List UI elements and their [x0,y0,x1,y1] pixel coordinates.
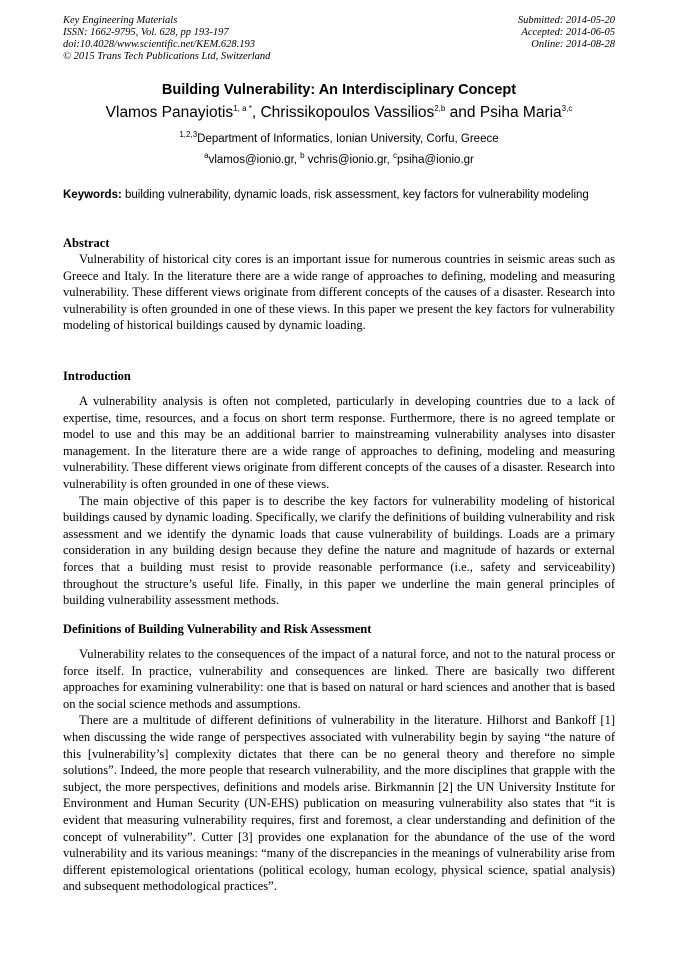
affiliation-text: Department of Informatics, Ionian University, Corfu, Greece [197,133,499,145]
author-name: Vlamos Panayiotis [105,104,234,121]
paragraph: There are a multitude of different definitions of vulnerability in the literature. Hilhorst and Bankoff [1] when discussing the wide range of perspectives associated with vulnerability begin by saying “the nature of this [vulnerability’s] complexity dictates that there can be no general theory and therefore no simple solutions”. Indeed, the more people that research vulnerability, and the more disciplines that grapple with the subject, the more perspectives, definitions and models arise. Birkmannin [2] the UN University Institute for Environment and Human Security (UN-EHS) publication on measuring vulnerability also states that “it is evident that measuring vulnerability requires, first and foremost, a clear understanding and definition of the concept of vulnerability”. Cutter [3] provides one explanation for the abundance of the use of the word vulnerability and its various meanings: “many of the discrepancies in the meanings of vulnerability arise from different epistemological orientations (political ecology, human ecology, physical science, spatial analysis) and subsequent methodological practices”. [63,713,615,894]
email-superscript: c [392,151,397,161]
paragraph: Vulnerability of historical city cores is an important issue for numerous countries in seismic areas such as Greece and Italy. In the literature there are a wide range of approaches to defining, modeling and measuring vulnerability. These different views originate from different concepts of the causes of a disaster. Research into vulnerability is often grounded in one of these views. In this paper we present the key factors for vulnerability modeling of historical buildings caused by dynamic loading. [63,252,615,333]
email-superscript: b [300,151,305,161]
keywords-label: Keywords: [63,189,122,201]
journal-name: Key Engineering Materials [63,15,178,26]
keywords-text: building vulnerability, dynamic loads, risk assessment, key factors for vulnerability modeling [121,189,589,201]
copyright-line: © 2015 Trans Tech Publications Ltd, Switzerland [63,51,271,62]
keywords [63,188,615,203]
author-superscript: 3,c [561,103,573,113]
author-list [40,103,638,123]
paper-title: Building Vulnerability: An Interdisciplinary Concept [161,82,517,98]
affiliation-superscript: 1,2,3 [179,130,198,140]
section-heading: Abstract [63,236,110,250]
definitions-section [63,621,615,895]
online-date: Online: 2014-08-28 [531,39,615,50]
issn-line: ISSN: 1662-9795, Vol. 628, pp 193-197 [63,27,229,38]
author-separator: , [251,104,261,121]
author-name: Chrissikopoulos Vassilios [260,104,435,121]
submitted-date: Submitted: 2014-05-20 [517,15,615,26]
paragraph: A vulnerability analysis is often not completed, particularly in developing countries due to a lack of expertise, time, resources, and a focus on short term response. Furthermore, there is no agreed template or model to use and this may be an additional barrier to mainstreaming vulnerability analyses into disaster management. In the literature there are a wide range of approaches to defining, modeling and measuring vulnerability. These different views originate from different concepts of the causes of a disaster. Research into vulnerability is often grounded in one of these views. [63,394,615,491]
author-superscript: 1, a * [233,103,252,113]
affiliation [63,132,615,146]
email-list [63,153,615,167]
email-link[interactable]: psiha@ionio.gr [396,154,474,166]
paragraph: The main objective of this paper is to describe the key factors for vulnerability modeling of historical buildings caused by dynamic loading. Specifically, we clarify the definitions of building vulnerability and risk assessment and we identify the dynamic loads that cause vulnerability of buildings. Loads are a primary consideration in any building design because they define the nature and magnitude of hazards or external forces that a building must resist to provide reasonable performance (i.e., safety and serviceability) throughout the structure’s useful life. Finally, in this paper we underline the main general principles of building vulnerability assessment methods. [63,493,615,608]
doi-line[interactable]: doi:10.4028/www.scientific.net/KEM.628.193 [63,39,255,50]
abstract-section [63,235,615,334]
paragraph: Vulnerability relates to the consequences of the impact of a natural force, and not to the natural process or force itself. In practice, vulnerability and consequences are linked. There are basically two different approaches for examining vulnerability: one that is based on natural or hard sciences and another that is based on the social science methods and assumptions. [63,647,615,711]
email-link[interactable]: vchris@ionio.gr, [304,154,393,166]
email-superscript: a [204,151,209,161]
author-separator: and [445,104,480,121]
email-link[interactable]: vlamos@ionio.gr, [208,154,301,166]
journal-info [63,15,270,63]
accepted-date: Accepted: 2014-06-05 [521,27,615,38]
dates-info [518,15,615,51]
section-heading: Introduction [63,369,131,383]
author-superscript: 2,b [434,103,446,113]
introduction-section [63,368,615,609]
section-heading: Definitions of Building Vulnerability and Risk Assessment [63,622,372,636]
author-name: Psiha Maria [479,104,562,121]
